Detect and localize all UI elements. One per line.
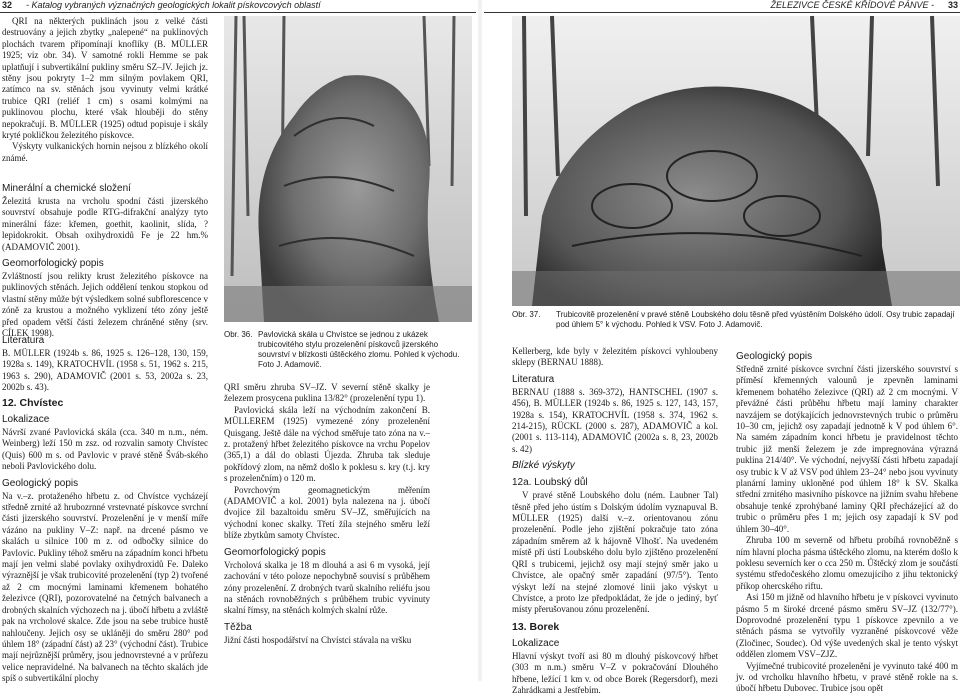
caption-obr-36 [224, 330, 472, 378]
gutter [478, 0, 482, 681]
paragraph: Kellerberg, kde byly v železitém pískovci vyhloubeny sklepy (BERNAU 1888). [512, 346, 718, 368]
page-number: 32 [2, 0, 13, 10]
paragraph: Pavlovická skála leží na východním zakončení B. MÜLLEREM (1925) vymezené zóny prozelenění Quisgang. Ještě dále na východ směřuje tato zóna na v.–z. protažený hřbet železitého pískovce na vrchu Popelov (365,1) a dál do oblasti Újezda. Zhruba tak sleduje pokřídový zlom, na němž došlo k poklesu s. kry (t.j. kry s prozelenčním) o 120 m. [224, 404, 430, 484]
section-heading: Geomorfologický popis [224, 546, 326, 558]
right-column-2 [736, 346, 958, 694]
paragraph: BERNAU (1888 s. 369-372), HANTSCHEL (1907 s. 456), B. MÜLLER (1924b s. 86, 1925 s. 127, 143, 157, 1928a s. 154), KRATOCHVÍL (1958 s. 374, 1962 s. 214-215), RÜCKL (2000 s. 287), ADAMOVIČ a kol. (2001 s. 113-114), ADAMOVIČ (2002a s. 8, 23, 2002b s. 42) [512, 386, 718, 454]
paragraph: Vrcholová skalka je 18 m dlouhá a asi 6 m vysoká, její zachování v této poloze nepochybně souvisí s průběhem zóny prozelenění. Z drobných tvarů skalního reliéfu jsou na stěnách rovnoběžných s průběhem trubic vyvinuty skalní římsy, na stěnách kolmých skalní růže. [224, 559, 430, 616]
figure-caption: Trubicovitě prozelenění v pravé stěně Loubského dolu těsně před vyústěním Dolského údolí. Osy trubic zapadají pod úhlem 5° k východu. Pohled k VSV. Foto J. Adamovič. [556, 310, 955, 329]
paragraph: Asi 150 m jižně od hlavního hřbetu je v pískovci vyvinuto pásmo 5 m široké drcené pásmo směru SV–JZ (132/77°). Doprovodné prozelenění typu 1 pískovce zpevnilo a ve stěnách pásma se vytvořily vyzraněné pískovcové věže (Zločinec, Soudec). Od výše uvedených skal je tento výskyt oddělen zlomem VSV–ZJZ. [736, 592, 958, 660]
figure-label: Obr. 37. [512, 310, 541, 319]
paragraph: Vyjímečné trubicovité prozelenění je vyvinuto také 400 m jv. od vrcholku hlavního hřbetu, v pravé stěně rokle na s. úbočí hřbetu Dubovec. Trubice jsou opět [736, 660, 958, 694]
rock-photo-right [512, 16, 960, 306]
paragraph: QRI směru zhruba SV–JZ. V severní stěně skalky je železem prosycena puklina 13/82° (prozelenění typu 1). [224, 382, 430, 404]
figure-caption: Pavlovická skála u Chvístce se jednou z ukázek trubicovitého stylu prozelenění pískovců jizerského souvrství v blízkosti úštěckého zlomu. Pohled k východu. Foto J. Adamovič. [258, 330, 460, 369]
photo-obr-37 [512, 16, 960, 306]
section-heading: Literatura [2, 335, 45, 346]
paragraph: Zvláštností jsou relikty krust železitého pískovce na puklinových stěnách. Jejich oddělení tenkou stopkou od vlastní stěny může být výsledkem solné subflorescence v zóně za krustou a možného vyklizení této zóny ještě před opadem větší části železem chráněné stěny (srv. CÍLEK 1998). [2, 271, 208, 339]
running-title: ŽELEZIVCE ČESKÉ KŘÍDOVÉ PÁNVE - [770, 0, 934, 10]
section-heading: Lokalizace [512, 637, 560, 649]
section-heading: Literatura [512, 373, 555, 385]
left-column-2-bottom [224, 382, 430, 681]
rock-photo-left [224, 16, 472, 322]
left-page [0, 0, 476, 684]
running-header-right [484, 0, 960, 13]
figure-label: Obr. 36. [224, 330, 253, 339]
running-header-left [0, 0, 476, 13]
paragraph: Středně zrnité pískovce svrchní části jizerského souvrství s příměsí křemenných valounů je zpevněn laminami křemenem bohatého železivce (QRI) až 2 cm mocnými. V převážné části průběhu hřbetu mají laminy charakter navzájem se dotýkajících jednovrstevných trubic o průměru 10–30 cm, jejichž osy zapadají jednotně k V pod úhlem 6°. Na samém západním konci hřbetu je pravidelnost těchto trubic již menší železem je zde impregnována výrazná puklina 214/40°. Ve východní, nejvyšší části hřbetu zapadají osy trubic k V až VSV pod úhlem 23–24° nebo jsou vyvinuty planární laminy ukloněné pod úhlem 18° k SV. Skalka střední zrnitého masivního pískovce na jižním svahu hřebene obsahuje tenké zprohýbané laminy QRI přecházející až do trubic o průměru přes 1 m; jejich osy zapadají k SV pod úhlem 30–40°. [736, 364, 958, 534]
section-heading: Geologický popis [2, 477, 79, 489]
right-page [484, 0, 960, 695]
paragraph: Železitá krusta na vrcholu spodní části jizerského souvrství obsahuje podle RTG-difrakční analýzy tyto minerální fáze: křemen, goethit, kaolinit, slída, ?lepidokrokit. Obsah oxihydroxidů Fe je 22 hm.% (ADAMOVIČ 2001). [2, 196, 208, 252]
section-heading: Geomorfologický popis [2, 258, 104, 270]
section-heading: Těžba [224, 621, 252, 633]
section-heading: Lokalizace [2, 414, 50, 425]
page-number: 33 [947, 0, 958, 10]
paragraph: Výskyty vulkanických hornin nejsou z blízkého okolí známé. [2, 141, 208, 163]
paragraph: Jižní části hospodářství na Chvístci stávala na vršku [224, 634, 412, 645]
paragraph: Na v.–z. protaženého hřbetu z. od Chvístce vycházejí středně zrnité až hrubozrnné vrstevnaté pískovce svrchní části jizerského souvrství. Prozelenění je v menší míře vázáno na pukliny V–Z: např. na drcené pásmo ve skalách u silnice 100 m z. od odbočky silnice do Pavlovic. Pukliny téhož směru na západním konci hřbetu mají jen velmi slabé povlaky oxihydroxidů Fe. Daleko výraznější je však trubicovité prozelenění (typ 2) tvořené až 2 cm mocnými laminami křemenem bohatého železivce (QRI), pozorovatelné na četných balvanech a drobných skalních výchozech na j. úbočí hřbetu a zvláště pak na vrcholové skalce. Zde jsou na sebe trubice hustě nahloučeny. Jejich osy se ukláněji do směru 280° pod úhlem 18° (západní část) až 23° (východní část). Trubice mají nejrůznější průměry, jsou jednovrstevné a v průřezu velice nepravidelné. Na balvanech na těchto skalách jde spíš o subvertikální plochy [2, 490, 208, 684]
left-column-1-bottom [2, 392, 208, 684]
photo-obr-36 [224, 16, 472, 322]
paragraph: V pravé stěně Loubského dolu (ném. Laubner Tal) těsně před jeho ústím s Dolským údolím vyznapuval B. MÜLLER (1925) další v.–z. orientovanou zónu prozelenění. Podle jeho zjištění pokračuje tato zóna západním směrem až k hájovně Vlhošť. Na uvedeném místě při ústí Loubského dolu bylo zjištěno prozelenění QRI s trubicemi, jejichž osy mají stejný směr jako u Chvístce, ale opačný směr zapadání (97/5°). Tento výskyt leží na stejné zlomové linii jako výskyt u Chvístce, a proto lze předpokládat, že jde o jediný, byť místy přerušovanou zónu prozelenění. [512, 490, 718, 615]
site-heading: 12. Chvístec [2, 397, 64, 409]
running-title: - Katalog vybraných význačných geologických lokalit pískovcových oblastí [26, 0, 321, 10]
paragraph: QRI na některých puklinách jsou z velké části destruovány a jejich zbytky „nalepené“ na puklinových plochách tvarem připomínají knoflíky (B. MÜLLER 1925; viz obr. 34). V samotné rokli Hemme se pak uplatňují i subvertikální pukliny směru SZ–JV. Jejich jz. stěny jsou pokryty 1–2 mm silným povlakem QRI, zatímco na sv. stěnách jsou vyvinuty velmi krátké trubice QRI (reliéf 1 cm) s osami kolmými na puklinovou plochu, které však hlouběji do stěny nepokračují. B. MÜLLER (1925) odtud popisuje i skály kryté pokličkou železitého pískovce. [2, 16, 208, 141]
paragraph: B. MÜLLER (1924b s. 86, 1925 s. 126–128, 130, 159, 1928a s. 149), KRATOCHVÍL (1958 s. 51, 1962 s. 215, 1963 s. 290), ADAMOVIČ (2001 s. 53, 2002a s. 23, 2002b s. 43). [2, 348, 208, 393]
section-heading: Minerální a chemické složení [2, 183, 131, 194]
paragraph: Zhruba 100 m severně od hřbetu probíhá rovnoběžně s ním hlavní plocha pásma úštěckého zlomu, na kterém došlo k poklesu severních ker o cca 250 m. Ůštěcký zlom je součástí systému středočeského zlomu omezujícího z jihu tektonický příkop ohercského riftu. [736, 535, 958, 591]
subsection-heading: 12a. Loubský důl [512, 477, 588, 489]
paragraph: Návrší zvané Pavlovická skála (cca. 340 m n.m., ném. Weinberg) leží 150 m zsz. od rozvalin samoty Chvístec (Quis) 600 m s. od Pavlovic v pravé stěně Šváb-ského neboli Pavlovického dolu. [2, 427, 208, 472]
section-heading: Blízké výskyty [512, 460, 575, 472]
caption-obr-37 [512, 310, 960, 340]
section-heading: Geologický popis [736, 351, 813, 362]
site-heading: 13. Borek [512, 620, 560, 633]
paragraph: Povrchovým geomagnetickým měřením (ADAMOVIČ a kol. 2001) byla nalezena na j. úbočí dvojice žil bazaltoidu směru SV–JZ, směřujících na východní konec skalky. Třetí žíla stejného směru leží blíže zbytkům samoty Chvístec. [224, 484, 430, 541]
right-column-1 [512, 346, 718, 695]
paragraph: Hlavní výskyt tvoří asi 80 m dlouhý pískovcový hřbet (303 m n.m.) směru V–Z v pokračování Dlouhého hřbene, ležící 1 km v. od obce Borek (Regersdorf), mezi Zahrádkami a Jestřebím. [512, 650, 718, 695]
